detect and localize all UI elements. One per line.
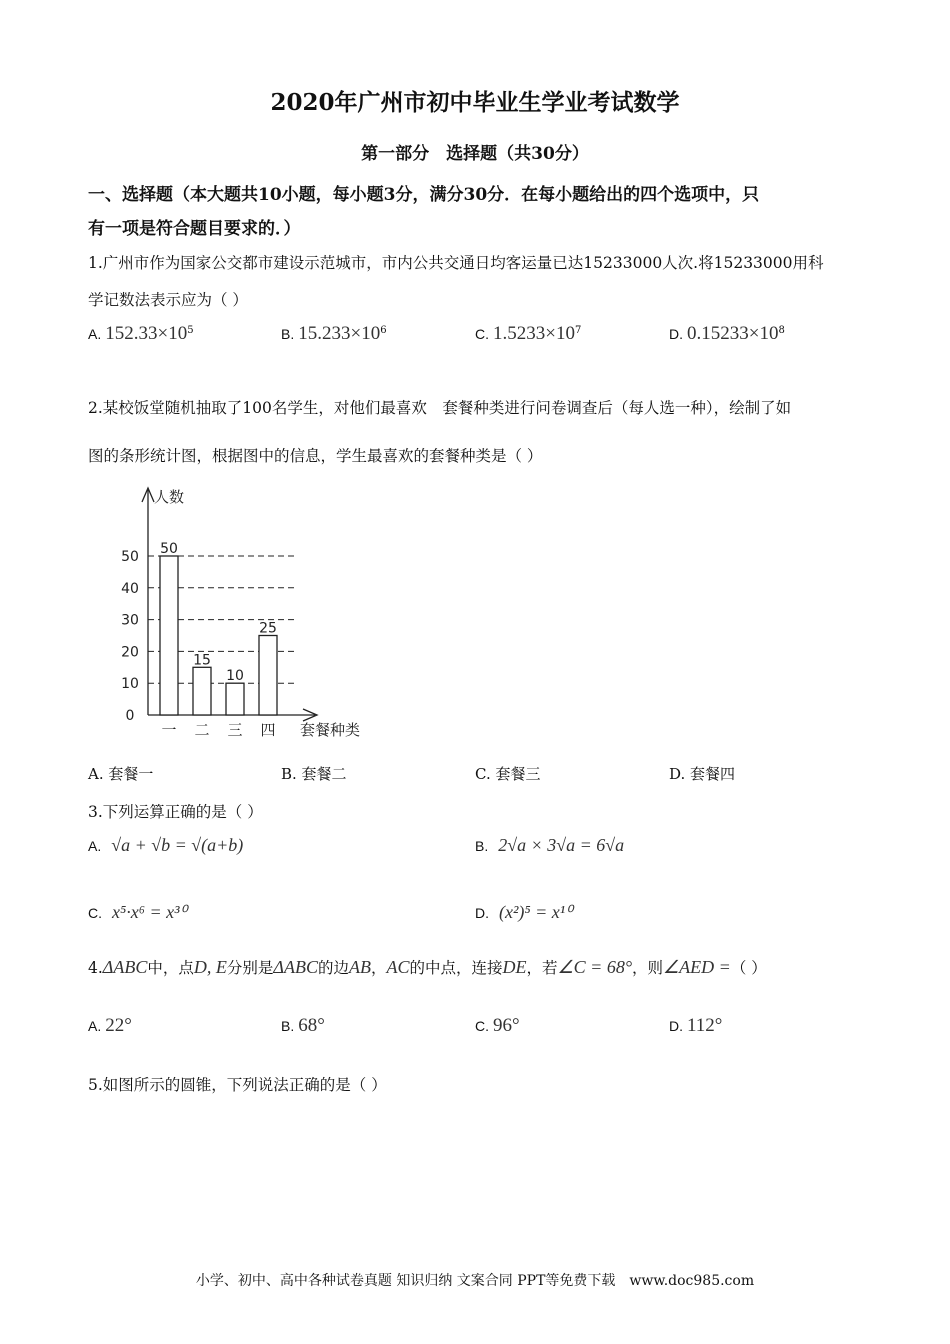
option-label: C.	[475, 326, 489, 342]
q4-option-c	[475, 1015, 520, 1037]
q1-option-a	[88, 323, 194, 345]
option-label: B.	[475, 838, 489, 854]
option-label: C.	[88, 905, 102, 921]
option-value: 15.233×10	[298, 323, 381, 344]
option-value: 1.5233×10	[493, 323, 575, 344]
q4-text: （ ）	[730, 959, 767, 977]
option-label: B.	[281, 326, 295, 342]
q3-option-a	[88, 835, 243, 856]
category-label: 三	[227, 721, 243, 739]
q4-text: 的边	[317, 959, 349, 977]
bar	[193, 667, 211, 715]
bar	[226, 683, 244, 715]
q2-option-a: A. 套餐一	[88, 765, 154, 783]
q2-option-b: B. 套餐二	[281, 765, 347, 783]
y-tick-label: 20	[121, 644, 139, 661]
q4-text: 的中点，连接	[409, 959, 503, 977]
option-label: D.	[669, 326, 683, 342]
option-expression: 2√a × 3√a = 6√a	[498, 835, 625, 855]
category-label: 二	[194, 721, 210, 739]
part-heading: 第一部分 选择题（共30分）	[361, 144, 589, 164]
q4-text: ，则	[632, 959, 664, 977]
y-axis-title: 人数	[154, 488, 185, 506]
q5-stem: 5.如图所示的圆锥，下列说法正确的是（ ）	[88, 1076, 387, 1094]
option-value: 152.33×10	[105, 323, 188, 344]
q4-math: ΔABC	[102, 957, 148, 977]
q4-math: AB	[348, 957, 371, 977]
q3-option-b	[475, 835, 624, 856]
q2-stem-line2: 图的条形统计图，根据图中的信息，学生最喜欢的套餐种类是（ ）	[88, 447, 543, 465]
option-label: D.	[669, 1018, 683, 1034]
q2-option-c: C. 套餐三	[475, 765, 541, 783]
q3-option-c	[88, 902, 187, 923]
page-title: 2020年广州市初中毕业生学业考试数学	[270, 89, 680, 116]
q4-math: ΔABC	[273, 957, 318, 977]
y-tick-label: 50	[121, 549, 139, 565]
option-exponent: 8	[778, 325, 785, 336]
bar-chart	[110, 478, 390, 748]
bar	[160, 556, 178, 715]
bar	[259, 636, 277, 716]
option-expression: x⁵·x⁶ = x³⁰	[112, 902, 187, 922]
data-label: 50	[160, 541, 178, 557]
data-label: 25	[259, 620, 277, 637]
category-label: 四	[260, 721, 276, 739]
option-expression: √a + √b = √(a+b)	[111, 835, 244, 855]
q2-stem-line1: 2.某校饭堂随机抽取了100名学生，对他们最喜欢 套餐种类进行问卷调查后（每人选一种），绘制了如	[88, 399, 792, 417]
section-heading: 一、选择题（本大题共10小题，每小题3分，满分30分．在每小题给出的四个选项中，只	[88, 185, 760, 205]
q4-math: D, E	[193, 957, 227, 977]
option-label: C.	[475, 1018, 489, 1034]
q1-option-b	[281, 323, 387, 345]
q4-option-b	[281, 1015, 325, 1037]
q1-option-d	[669, 323, 785, 345]
q2-option-d: D. 套餐四	[669, 765, 736, 783]
option-exponent: 5	[187, 325, 194, 336]
y-tick-label: 0	[125, 708, 135, 724]
option-value: 112°	[687, 1015, 723, 1036]
option-value: 22°	[105, 1015, 132, 1036]
option-label: B.	[281, 1018, 295, 1034]
option-value: 96°	[493, 1015, 520, 1036]
q4-math: ∠AED =	[663, 957, 731, 977]
option-label: D.	[475, 905, 489, 921]
data-label: 15	[193, 652, 211, 669]
q4-option-a	[88, 1015, 132, 1037]
q3-stem: 3.下列运算正确的是（ ）	[88, 803, 263, 821]
q4-number: 4.	[88, 959, 103, 977]
category-label: 一	[161, 721, 177, 739]
option-exponent: 7	[574, 325, 582, 336]
x-axis-title: 套餐种类	[300, 721, 361, 739]
q4-option-d	[669, 1015, 722, 1037]
data-label: 10	[226, 668, 244, 685]
page-footer: 小学、初中、高中各种试卷真题 知识归纳 文案合同 PPT等免费下载 www.doc985.com	[195, 1273, 755, 1289]
q1-option-c	[475, 323, 581, 345]
option-expression: (x²)⁵ = x¹⁰	[499, 902, 573, 922]
q4-stem	[88, 956, 767, 978]
option-label: A.	[88, 838, 102, 854]
q1-stem-line1: 1.广州市作为国家公交都市建设示范城市，市内公共交通日均客运量已达15233000人次.将15233000用科	[88, 254, 824, 272]
option-label: A.	[88, 1018, 102, 1034]
q1-stem-line2: 学记数法表示应为（ ）	[88, 291, 248, 309]
y-tick-label: 30	[121, 612, 139, 629]
q4-text: ，	[370, 959, 387, 977]
option-label: A.	[88, 326, 102, 342]
q4-math: DE	[502, 957, 527, 977]
q4-math: ∠C = 68°	[557, 957, 633, 977]
q4-text: ，若	[526, 959, 558, 977]
q4-math: AC	[386, 957, 410, 977]
q3-option-d	[475, 902, 572, 923]
q4-text: 中，点	[147, 959, 194, 977]
y-tick-label: 10	[121, 676, 139, 693]
section-heading-cont: 有一项是符合题目要求的．）	[88, 219, 301, 239]
option-exponent: 6	[380, 325, 387, 336]
option-value: 68°	[298, 1015, 325, 1036]
q4-text: 分别是	[226, 959, 274, 977]
y-tick-label: 40	[121, 580, 139, 597]
option-value: 0.15233×10	[687, 323, 779, 344]
